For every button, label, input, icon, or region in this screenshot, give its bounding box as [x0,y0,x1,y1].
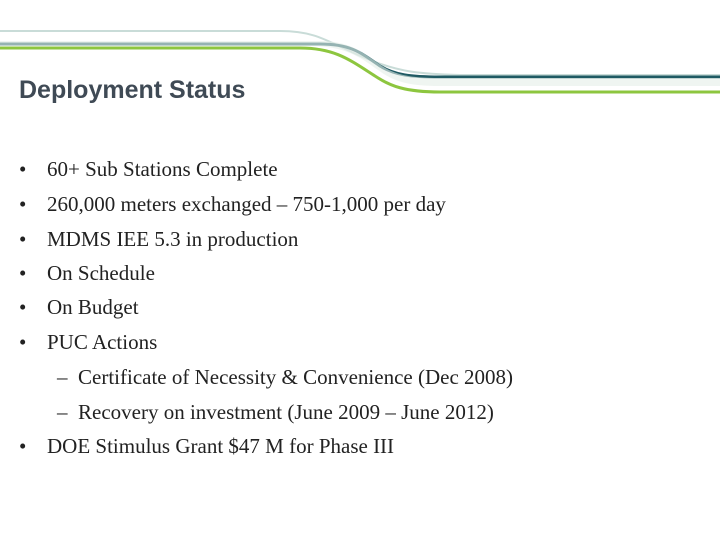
bullet-text: 60+ Sub Stations Complete [47,157,278,181]
bullet-dot: • [19,192,27,216]
bullet-text: On Schedule [47,261,155,285]
bullet-dot: • [19,330,27,354]
bullet-text: DOE Stimulus Grant $47 M for Phase III [47,434,395,458]
bullet-dot: • [19,295,27,319]
bullet-dot: • [19,157,27,181]
bullet-text: PUC Actions [47,330,158,354]
bullet-dot: • [19,227,27,251]
sub-bullet-text: Recovery on investment (June 2009 – June 2012) [78,400,494,424]
bullet-dot: • [19,434,27,458]
bullet-dot: • [19,261,27,285]
bullet-text: 260,000 meters exchanged – 750-1,000 per day [47,192,446,216]
bullet-text: On Budget [47,295,139,319]
bullet-text: MDMS IEE 5.3 in production [47,227,299,251]
sub-bullet-dash: – [57,400,68,424]
sub-bullet-dash: – [57,365,68,389]
slide-title: Deployment Status [19,76,246,104]
sub-bullet-text: Certificate of Necessity & Convenience (Dec 2008) [78,365,514,389]
